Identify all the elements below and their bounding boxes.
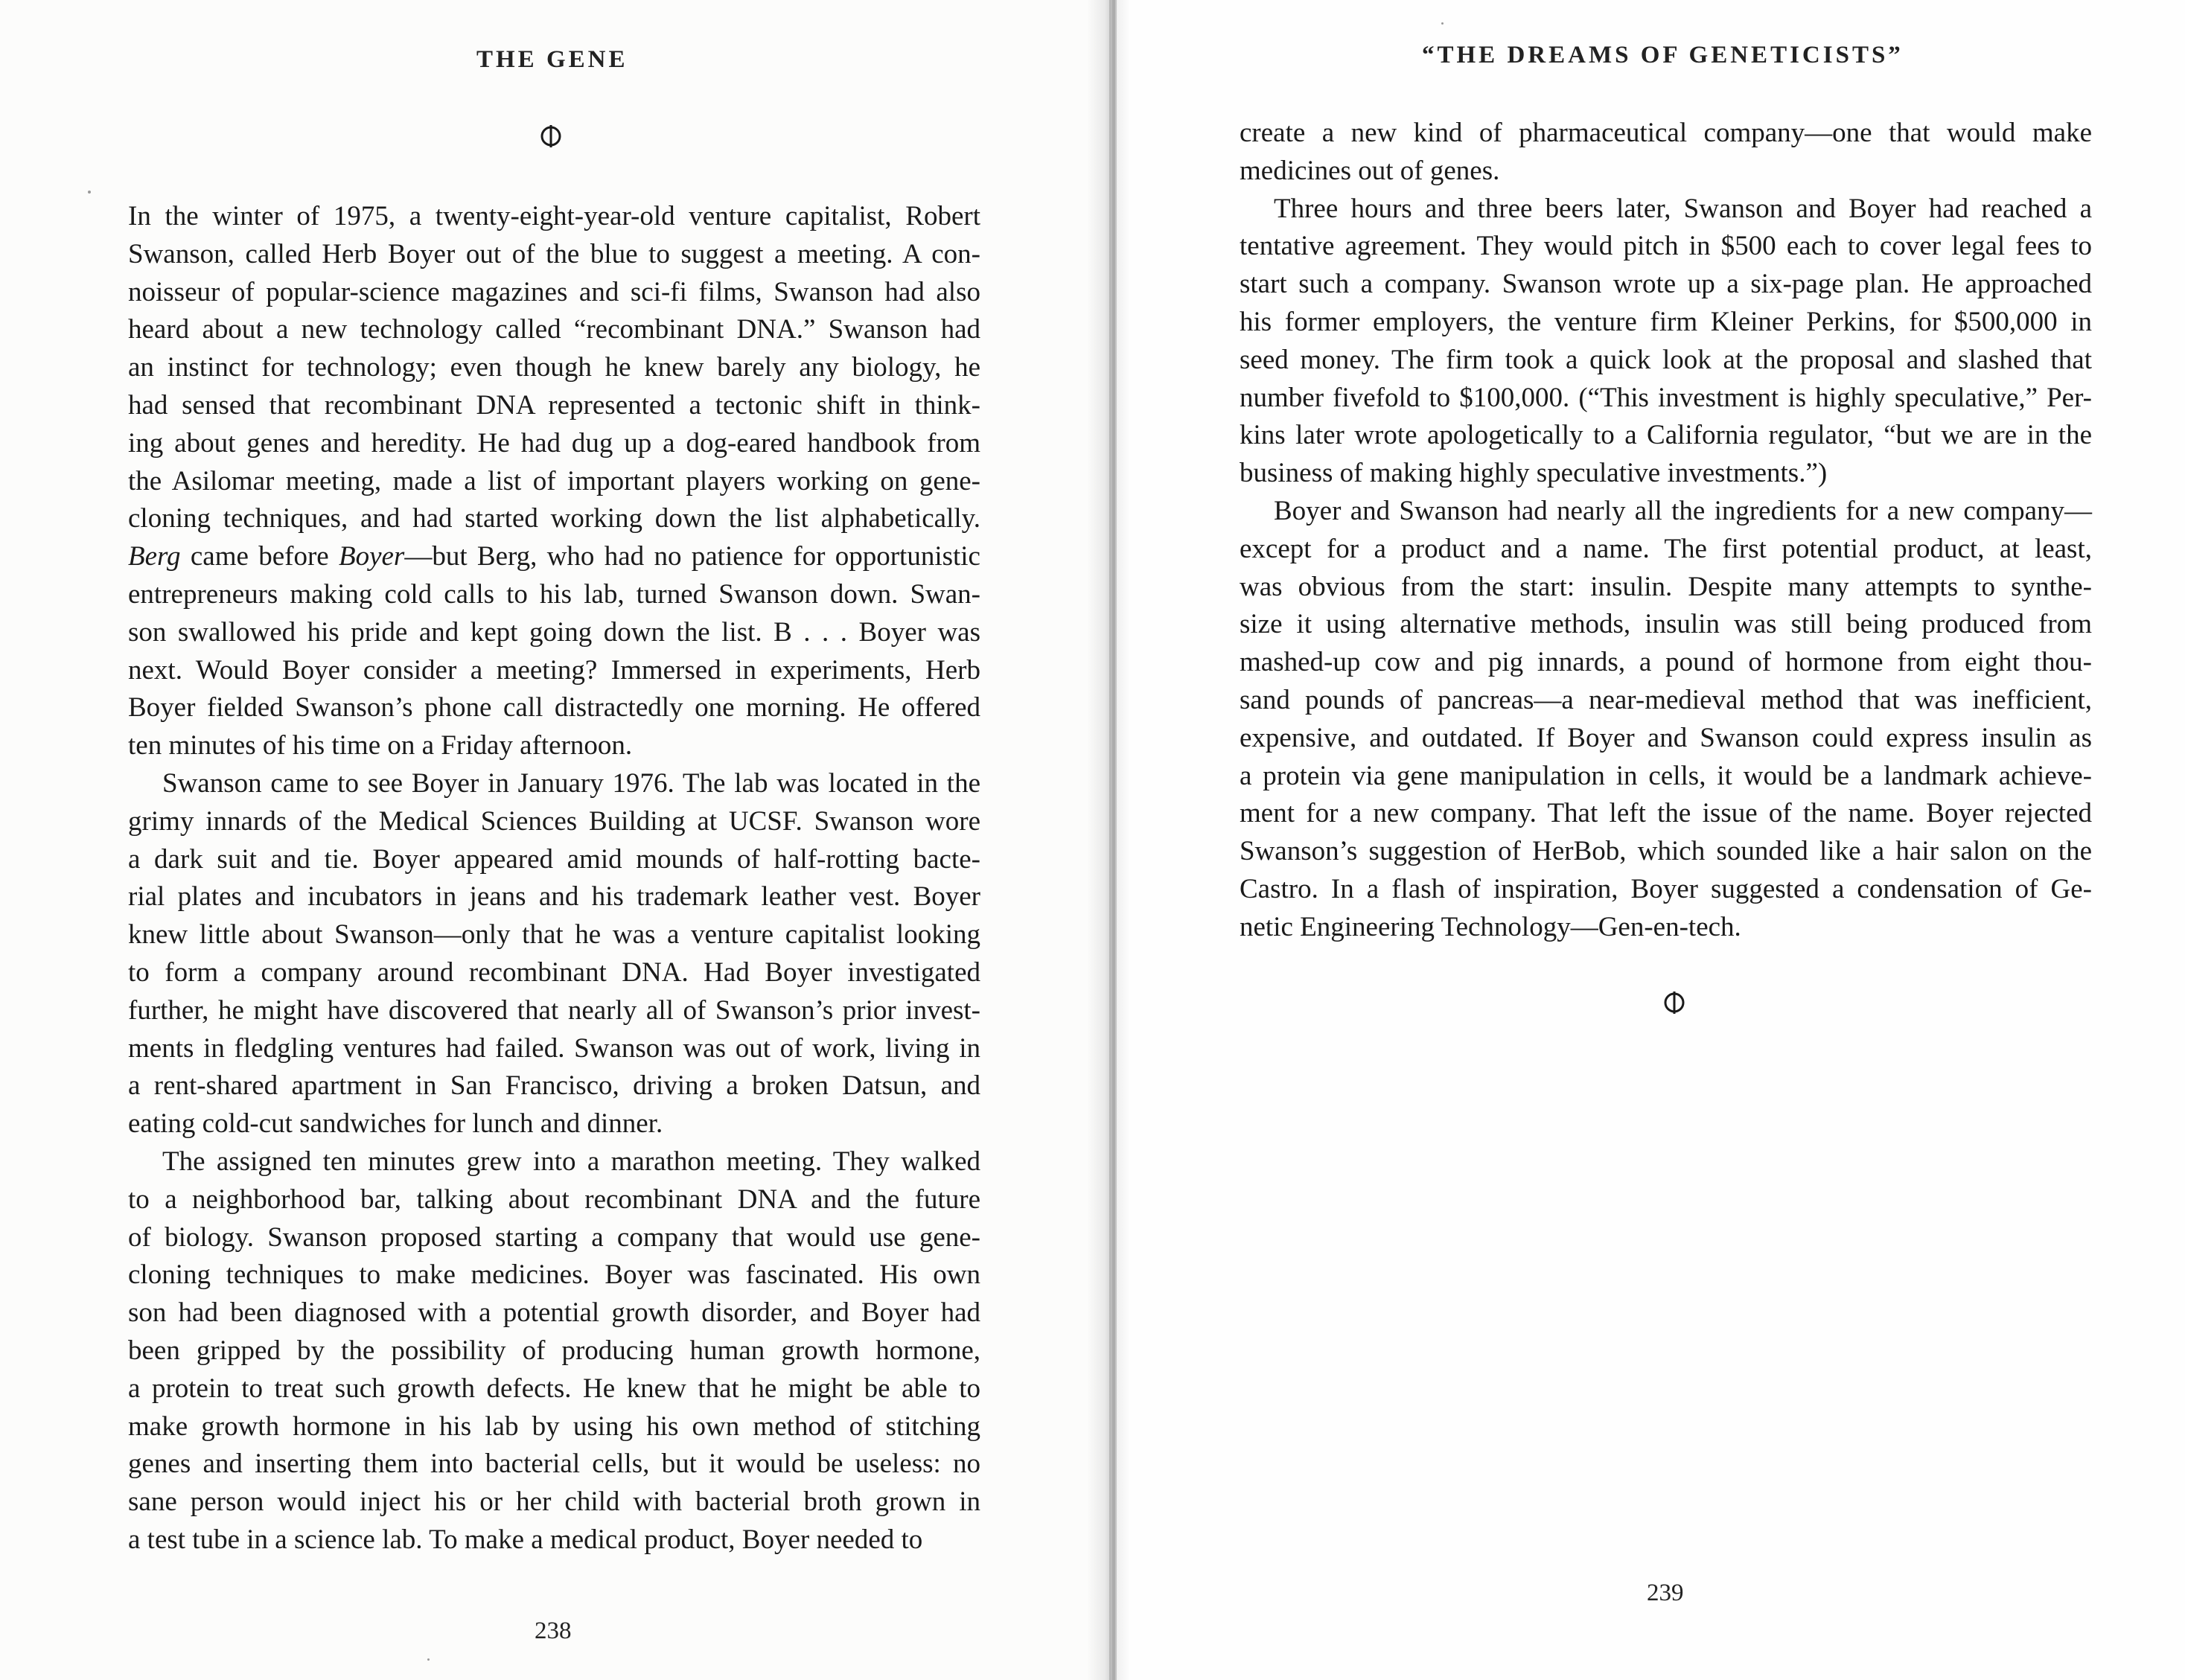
text-line: of biology. Swanson proposed starting a company that would use gene- <box>128 1221 980 1253</box>
text-line: medicines out of genes. <box>1240 155 1500 186</box>
paper-speck <box>1441 22 1444 25</box>
text-line: ing about genes and heredity. He had dug up a dog-eared handbook from <box>128 427 980 459</box>
text-line: start such a company. Swanson wrote up a six-page plan. He approached <box>1240 269 2092 300</box>
text-line: number fivefold to $100,000. (“This investment is highly speculative,” Per- <box>1240 382 2092 413</box>
text-line: expensive, and outdated. If Boyer and Swanson could express insulin as <box>1240 722 2092 753</box>
text-line: further, he might have discovered that nearly all of Swanson’s prior invest- <box>128 994 980 1026</box>
right-page-body <box>1240 115 2092 947</box>
text-line: been gripped by the possibility of producing human growth hormone, <box>128 1335 980 1366</box>
text-line: Castro. In a flash of inspiration, Boyer suggested a condensation of Ge- <box>1240 873 2092 904</box>
text-line: had sensed that recombinant DNA represented a tectonic shift in think- <box>128 389 980 421</box>
text-line: a rent-shared apartment in San Francisco, driving a broken Datsun, and <box>128 1070 980 1102</box>
page-number-right: 239 <box>1647 1580 1684 1606</box>
text-line: noisseur of popular-science magazines and sci-fi films, Swanson had also <box>128 276 980 307</box>
text-line: a protein via gene manipulation in cells, it would be a landmark achieve- <box>1240 760 2092 791</box>
ornament-icon <box>1662 990 1687 1015</box>
text-line: his former employers, the venture firm Kleiner Perkins, for $500,000 in <box>1240 306 2092 337</box>
text-line: sane person would inject his or her child with bacterial broth grown in <box>128 1486 980 1518</box>
text-line: grimy innards of the Medical Sciences Building at UCSF. Swanson wore <box>128 805 980 837</box>
text-line: netic Engineering Technology—Gen-en-tech. <box>1240 911 1741 942</box>
text-line: an instinct for technology; even though he knew barely any biology, he <box>128 352 980 383</box>
text-line: create a new kind of pharmaceutical company—one that would make <box>1240 118 2092 148</box>
text-line: ment for a new company. That left the issue of the name. Boyer rejected <box>1240 798 2092 829</box>
text-line: make growth hormone in his lab by using his own method of stitching <box>128 1411 980 1442</box>
text-line: heard about a new technology called “recombinant DNA.” Swanson had <box>128 314 980 345</box>
running-head-right: “THE DREAMS OF GENETICISTS” <box>1422 42 1904 68</box>
text-line: size it using alternative methods, insulin was still being produced from <box>1240 609 2092 640</box>
right-page <box>1109 0 2185 1680</box>
running-head-left: THE GENE <box>476 46 628 73</box>
left-page-body <box>128 198 980 1559</box>
text-line: Boyer fielded Swanson’s phone call distractedly one morning. He offered <box>128 692 980 724</box>
text-line: Swanson came to see Boyer in January 1976. The lab was located in the <box>162 767 980 799</box>
text-line: eating cold-cut sandwiches for lunch and dinner. <box>128 1108 663 1140</box>
text-line: a dark suit and tie. Boyer appeared amid mounds of half-rotting bacte- <box>128 843 980 875</box>
text-line: to a neighborhood bar, talking about recombinant DNA and the future <box>128 1184 980 1215</box>
text-line: ten minutes of his time on a Friday afternoon. <box>128 730 633 761</box>
text-line: cloning techniques to make medicines. Boyer was fascinated. His own <box>128 1259 980 1291</box>
paper-speck <box>427 1658 430 1661</box>
text-line: genes and inserting them into bacterial cells, but it would be useless: no <box>128 1449 980 1480</box>
text-line: Swanson, called Herb Boyer out of the blue to suggest a meeting. A con- <box>128 238 980 269</box>
text-line: was obvious from the start: insulin. Despite many attempts to synthe- <box>1240 571 2092 602</box>
text-line: a test tube in a science lab. To make a medical product, Boyer needed to <box>128 1524 923 1555</box>
text-line: son had been diagnosed with a potential growth disorder, and Boyer had <box>128 1297 980 1329</box>
text-line: a protein to treat such growth defects. He knew that he might be able to <box>128 1373 980 1404</box>
text-line: Boyer and Swanson had nearly all the ingredients for a new company— <box>1274 495 2092 526</box>
text-line: entrepreneurs making cold calls to his lab, turned Swanson down. Swan- <box>128 578 980 610</box>
text-line: sand pounds of pancreas—a near-medieval method that was inefficient, <box>1240 684 2092 715</box>
text-line: mashed-up cow and pig innards, a pound of hormone from eight thou- <box>1240 647 2092 678</box>
book-spine <box>1112 0 1115 1680</box>
text-line: cloning techniques, and had started working down the list alphabetically. <box>128 503 980 534</box>
text-line: Three hours and three beers later, Swanson and Boyer had reached a <box>1274 193 2092 224</box>
paper-speck <box>88 191 91 194</box>
text-line: ments in fledgling ventures had failed. Swanson was out of work, living in <box>128 1032 980 1064</box>
text-line: The assigned ten minutes grew into a marathon meeting. They walked <box>162 1146 980 1177</box>
text-line: seed money. The firm took a quick look at the proposal and slashed that <box>1240 344 2092 375</box>
text-line: knew little about Swanson—only that he was a venture capitalist looking <box>128 919 980 951</box>
text-line: son swallowed his pride and kept going down the list. B . . . Boyer was <box>128 616 980 648</box>
text-line: the Asilomar meeting, made a list of important players working on gene- <box>128 465 980 496</box>
text-line: tentative agreement. They would pitch in $500 each to cover legal fees to <box>1240 231 2092 262</box>
page-number-left: 238 <box>535 1617 572 1644</box>
text-line: Swanson’s suggestion of HerBob, which sounded like a hair salon on the <box>1240 836 2092 867</box>
text-line: except for a product and a name. The first potential product, at least, <box>1240 533 2092 564</box>
text-line: business of making highly speculative investments.”) <box>1240 458 1828 489</box>
text-line: Berg came before Boyer—but Berg, who had no patience for opportunistic <box>128 541 980 572</box>
text-line: kins later wrote apologetically to a California regulator, “but we are in the <box>1240 420 2092 451</box>
text-line: rial plates and incubators in jeans and his trademark leather vest. Boyer <box>128 881 980 913</box>
text-line: In the winter of 1975, a twenty-eight-year-old venture capitalist, Robert <box>128 201 980 231</box>
text-line: next. Would Boyer consider a meeting? Immersed in experiments, Herb <box>128 654 980 686</box>
text-line: to form a company around recombinant DNA. Had Boyer investigated <box>128 956 980 988</box>
ornament-icon <box>538 124 564 149</box>
